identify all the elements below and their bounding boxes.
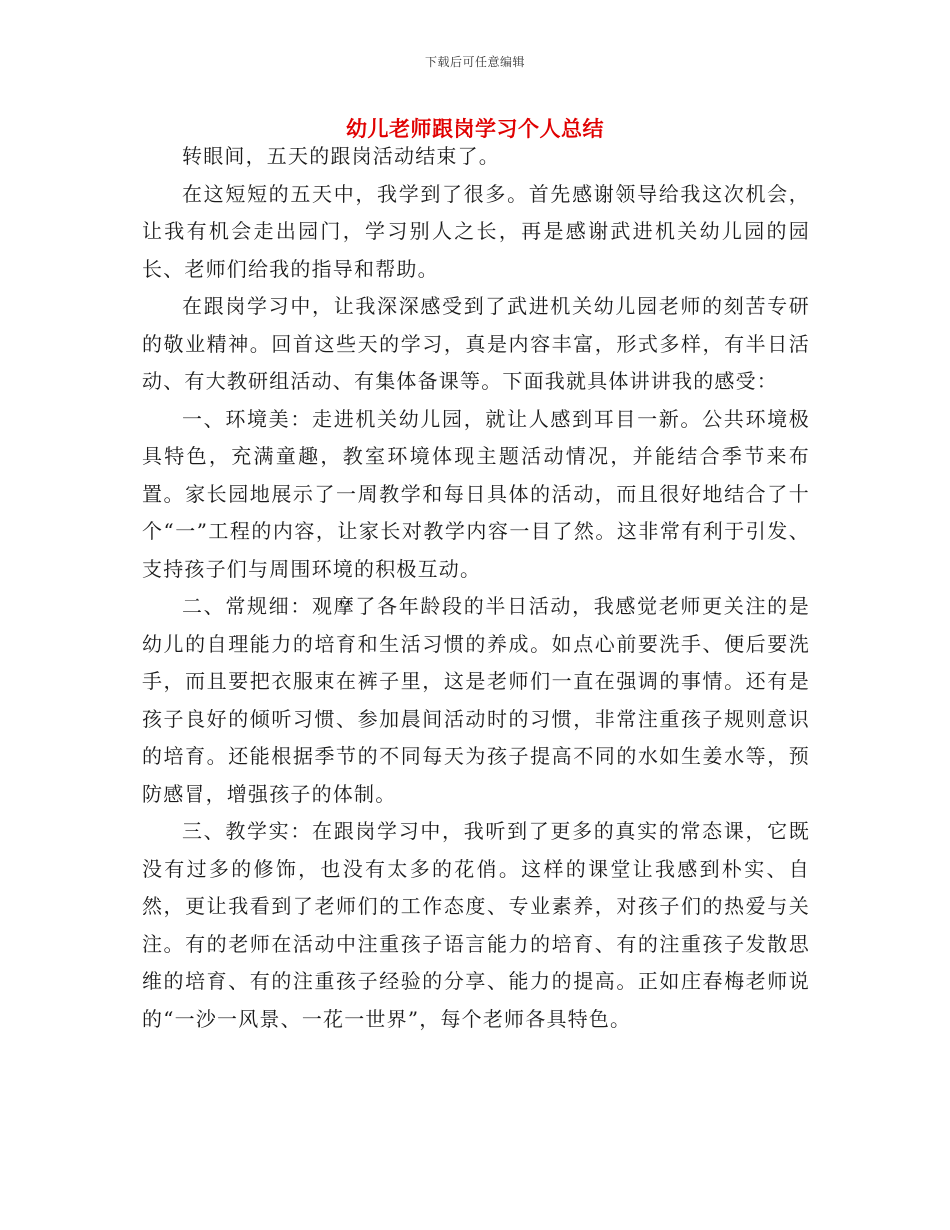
paragraph-6: 三、教学实：在跟岗学习中，我听到了更多的真实的常态课，它既没有过多的修饰，也没有太多的花俏。这样的课堂让我感到朴实、自然，更让我看到了老师们的工作态度、专业素养，对孩子们的热爱与关注。有的老师在活动中注重孩子语言能力的培育、有的注重孩子发散思维的培育、有的注重孩子经验的分享、能力的提高。正如庄春梅老师说的“一沙一风景、一花一世界”，每个老师各具特色。 (142, 819, 810, 1031)
paragraph-3: 在跟岗学习中，让我深深感受到了武进机关幼儿园老师的刻苦专研的敬业精神。回首这些天的学习，真是内容丰富，形式多样，有半日活动、有大教研组活动、有集体备课等。下面我就具体讲讲我的感受： (142, 294, 810, 393)
header-note: 下载后可任意编辑 (424, 55, 525, 69)
document-body (142, 138, 810, 1038)
paragraph-2: 在这短短的五天中，我学到了很多。首先感谢领导给我这次机会，让我有机会走出园门，学习别人之长，再是感谢武进机关幼儿园的园长、老师们给我的指导和帮助。 (142, 181, 810, 281)
document-title: 幼儿老师跟岗学习个人总结 (346, 117, 604, 141)
paragraph-4: 一、环境美：走进机关幼儿园，就让人感到耳目一新。公共环境极具特色，充满童趣，教室环境体现主题活动情况，并能结合季节来布置。家长园地展示了一周教学和每日具体的活动，而且很好地结合了十个“一”工程的内容，让家长对教学内容一目了然。这非常有利于引发、支持孩子们与周围环境的积极互动。 (142, 406, 810, 581)
paragraph-1: 转眼间，五天的跟岗活动结束了。 (182, 144, 500, 168)
paragraph-5: 二、常规细：观摩了各年龄段的半日活动，我感觉老师更关注的是幼儿的自理能力的培育和生活习惯的养成。如点心前要洗手、便后要洗手，而且要把衣服束在裤子里，这是老师们一直在强调的事情。还有是孩子良好的倾听习惯、参加晨间活动时的习惯，非常注重孩子规则意识的培育。还能根据季节的不同每天为孩子提高不同的水如生姜水等，预防感冒，增强孩子的体制。 (142, 594, 810, 806)
